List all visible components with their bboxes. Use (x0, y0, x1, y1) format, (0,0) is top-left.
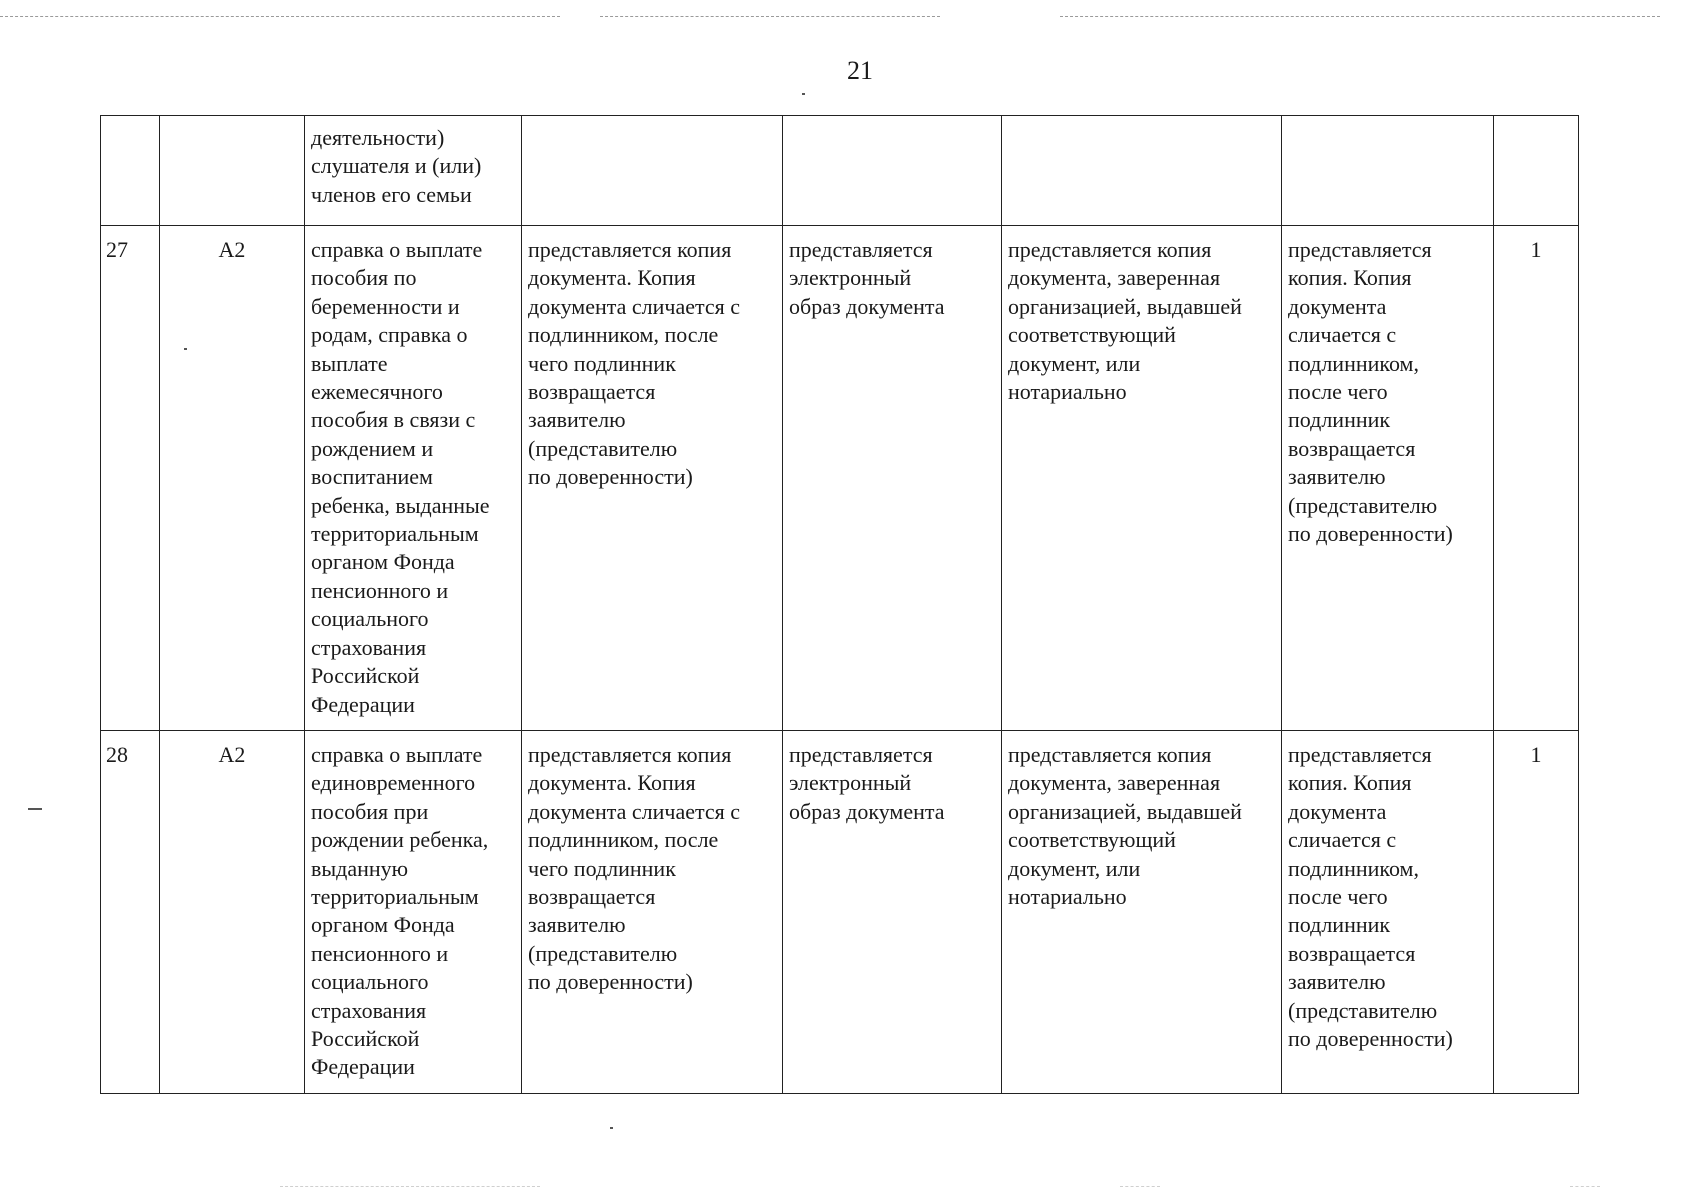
row-number: 28 (106, 742, 128, 767)
postal-submission-cell (1002, 116, 1282, 226)
table-row (101, 226, 1579, 731)
document-name: справка о выплате пособия по беременности и родам, справка о выплате ежемесячного пособия в связи с рождением и воспитанием ребенка, выданные территориальным органом Фонда пенсионного и социального страхования Российской Федерации (311, 237, 490, 717)
document-name-cell (305, 226, 522, 731)
mfc-submission-text: представляется копия. Копия документа сличается с подлинником, после чего подлинник возвращается заявителю (представителю по доверенности) (1288, 237, 1453, 547)
electronic-submission-text: представляется электронный образ документа (789, 237, 945, 319)
row-number-cell (101, 731, 160, 1094)
document-name: справка о выплате единовременного пособия при рождении ребенка, выданную территориальным органом Фонда пенсионного и социального страхования Российской Федерации (311, 742, 489, 1080)
scan-edge-line (0, 16, 560, 17)
row-number-cell (101, 226, 160, 731)
quantity-cell (1494, 226, 1579, 731)
category-code-cell (160, 226, 305, 731)
quantity: 1 (1530, 742, 1542, 767)
scan-edge-line (1570, 1186, 1600, 1187)
postal-submission-text: представляется копия документа, заверенная организацией, выдавшей соответствующий документ, или нотариально (1008, 742, 1242, 910)
documents-table (100, 115, 1579, 1094)
paper-submission-text: представляется копия документа. Копия документа сличается с подлинником, после чего подлинник возвращается заявителю (представителю по доверенности) (528, 237, 741, 490)
quantity-cell (1494, 116, 1579, 226)
scan-edge-line (1060, 16, 1660, 17)
mfc-submission-cell (1282, 731, 1494, 1094)
table-row (101, 731, 1579, 1094)
scan-speck (28, 808, 42, 810)
electronic-submission-cell (783, 116, 1002, 226)
electronic-submission-cell (783, 226, 1002, 731)
postal-submission-cell (1002, 226, 1282, 731)
scan-edge-line (600, 16, 940, 17)
category-code-cell (160, 731, 305, 1094)
mfc-submission-cell (1282, 226, 1494, 731)
category-code-cell (160, 116, 305, 226)
electronic-submission-cell (783, 731, 1002, 1094)
postal-submission-text: представляется копия документа, заверенная организацией, выдавшей соответствующий документ, или нотариально (1008, 237, 1242, 405)
category-code: А2 (218, 237, 246, 262)
document-name-cell (305, 116, 522, 226)
document-name-cell (305, 731, 522, 1094)
postal-submission-cell (1002, 731, 1282, 1094)
electronic-submission-text: представляется электронный образ документа (789, 742, 945, 824)
document-name: деятельности) слушателя и (или) членов его семьи (311, 125, 482, 207)
page-number: 21 (847, 56, 873, 85)
paper-submission-cell (522, 731, 783, 1094)
mfc-submission-cell (1282, 116, 1494, 226)
paper-submission-cell (522, 116, 783, 226)
row-number: 27 (106, 237, 128, 262)
table-row (101, 116, 1579, 226)
mfc-submission-text: представляется копия. Копия документа сличается с подлинником, после чего подлинник возвращается заявителю (представителю по доверенности) (1288, 742, 1453, 1052)
scan-speck (802, 93, 805, 95)
quantity: 1 (1530, 237, 1542, 262)
category-code: А2 (218, 742, 246, 767)
scan-edge-line (1120, 1186, 1160, 1187)
paper-submission-text: представляется копия документа. Копия документа сличается с подлинником, после чего подлинник возвращается заявителю (представителю по доверенности) (528, 742, 741, 995)
scan-speck (610, 1127, 613, 1129)
paper-submission-cell (522, 226, 783, 731)
quantity-cell (1494, 731, 1579, 1094)
row-number-cell (101, 116, 160, 226)
scan-speck (184, 348, 187, 350)
scan-edge-line (280, 1186, 540, 1187)
